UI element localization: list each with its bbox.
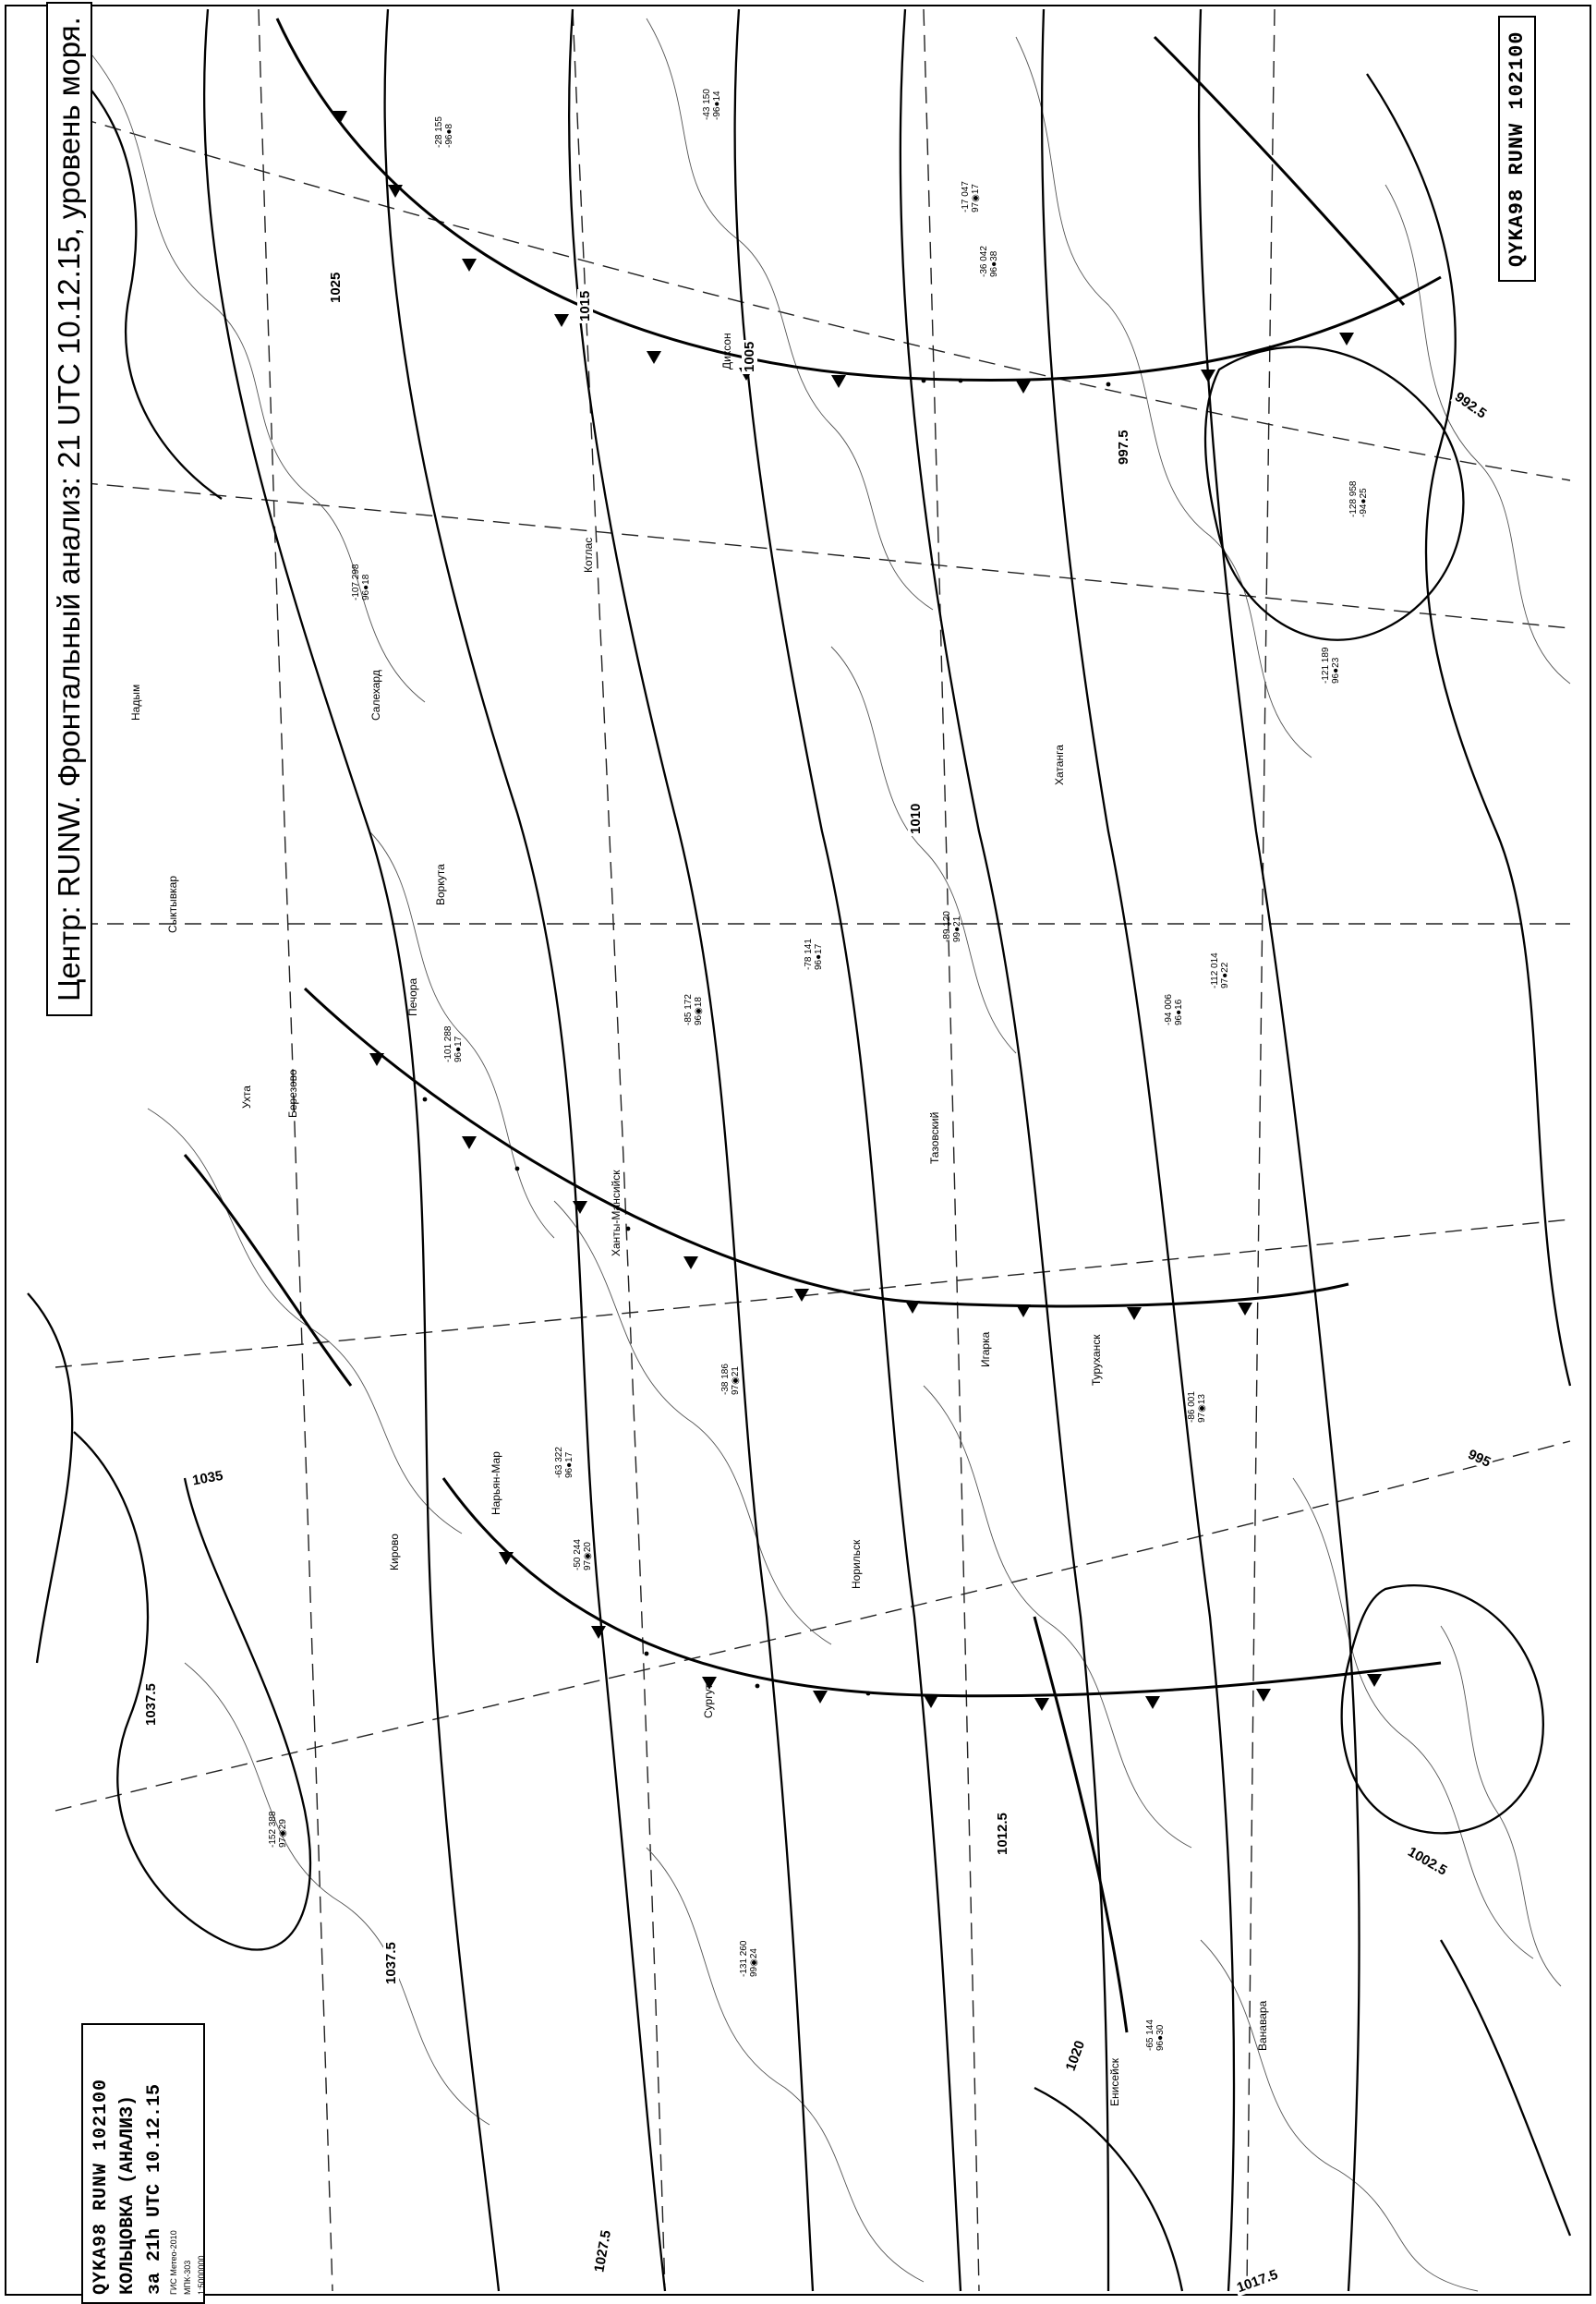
bulletin-code-box: QYKA98 RUNW 102100: [1498, 16, 1536, 282]
city-label: Котлас: [582, 537, 595, 573]
city-label: Ванавара: [1256, 2000, 1269, 2051]
info-code: QYKA98 RUNW 102100: [91, 2078, 112, 2295]
isobar-label: 1012.5: [995, 1813, 1010, 1855]
info-small-3: 1:5000000: [197, 2255, 206, 2295]
station-plot: -17 047 97◉17: [961, 181, 981, 212]
info-time: за 21h UTC 10.12.15: [144, 2083, 165, 2295]
station-plot: -121 189 96●23: [1321, 647, 1341, 684]
isobar-label: 1037.5: [383, 1942, 399, 1984]
city-label: Игарка: [979, 1331, 992, 1367]
city-label: Тазовский: [928, 1111, 941, 1164]
station-plot: -101 288 96●17: [443, 1025, 464, 1062]
station-plot: -131 260 99◉24: [739, 1940, 759, 1977]
city-label: Надым: [129, 684, 142, 721]
info-small-1: ГИС Метео-2010: [169, 2230, 178, 2295]
station-plot: -86 001 97◉13: [1187, 1391, 1207, 1423]
station-plot: -128 958 -94●25: [1348, 480, 1369, 517]
isobar-label: 997.5: [1116, 430, 1131, 465]
station-plot: -94 006 96●16: [1164, 994, 1184, 1025]
city-label: Воркута: [434, 864, 447, 905]
city-label: Норильск: [850, 1539, 863, 1589]
city-label: Сыктывкар: [166, 875, 179, 933]
info-station: КОЛЬЦОВКА (АНАЛИЗ): [117, 2094, 139, 2295]
city-label: Диксон: [720, 333, 733, 370]
city-label: Кирово: [388, 1534, 401, 1570]
station-plot: -107 298 96●18: [351, 564, 371, 600]
station-plot: -65 144 96●30: [1145, 2019, 1166, 2051]
station-plot: -43 150 -96●14: [702, 89, 722, 120]
info-box-content: [91, 2025, 207, 2295]
city-label: Салехард: [369, 670, 382, 721]
isobar-label: 995: [1465, 1446, 1493, 1471]
isobar-label: 1002.5: [1405, 1844, 1450, 1879]
isobar-label: 992.5: [1451, 389, 1490, 422]
city-label: Хатанга: [1053, 745, 1066, 785]
city-label: Березово: [286, 1069, 299, 1118]
station-plot: -28 155 -96●8: [434, 116, 454, 148]
station-plot: -78 141 96●17: [804, 939, 824, 970]
isobar-label: 1005: [742, 341, 757, 372]
city-label: Енисейск: [1108, 2058, 1121, 2106]
city-label: Печора: [406, 977, 419, 1016]
isobar-label: 1025: [328, 272, 344, 303]
city-label: Сургут: [702, 1683, 715, 1718]
station-plot: -63 322 96●17: [554, 1447, 574, 1478]
isobar-label: 1017.5: [1234, 2266, 1280, 2297]
station-plot: -38 186 97◉21: [720, 1364, 741, 1395]
isobar-label: 1010: [908, 803, 924, 834]
city-label: Ухта: [240, 1085, 253, 1109]
info-box: [81, 2023, 205, 2304]
station-plot: -89 120 99●21: [942, 911, 962, 942]
station-plot: -50 244 97◉20: [573, 1539, 593, 1570]
station-plot: -36 042 96●38: [979, 246, 999, 277]
isobar-label: 1035: [190, 1467, 224, 1489]
map-title: Центр: RUNW. Фронтальный анализ: 21 UTC 10.12.15, уровень моря.: [46, 2, 92, 1016]
isobar-label: 1015: [577, 290, 593, 321]
city-label: Ханты-Мансийск: [610, 1170, 623, 1256]
station-plot: -112 014 97●22: [1210, 952, 1230, 988]
station-plot: -152 388 97◉29: [268, 1811, 288, 1848]
info-small-2: МПК-303: [183, 2260, 192, 2295]
isobar-label: 1020: [1062, 2038, 1089, 2073]
isobar-label: 1037.5: [143, 1683, 159, 1726]
station-plot: -85 172 96◉18: [683, 994, 704, 1025]
city-label: Туруханск: [1090, 1334, 1103, 1386]
isobar-label: 1027.5: [591, 2228, 615, 2274]
city-label: Нарьян-Мар: [490, 1451, 502, 1515]
